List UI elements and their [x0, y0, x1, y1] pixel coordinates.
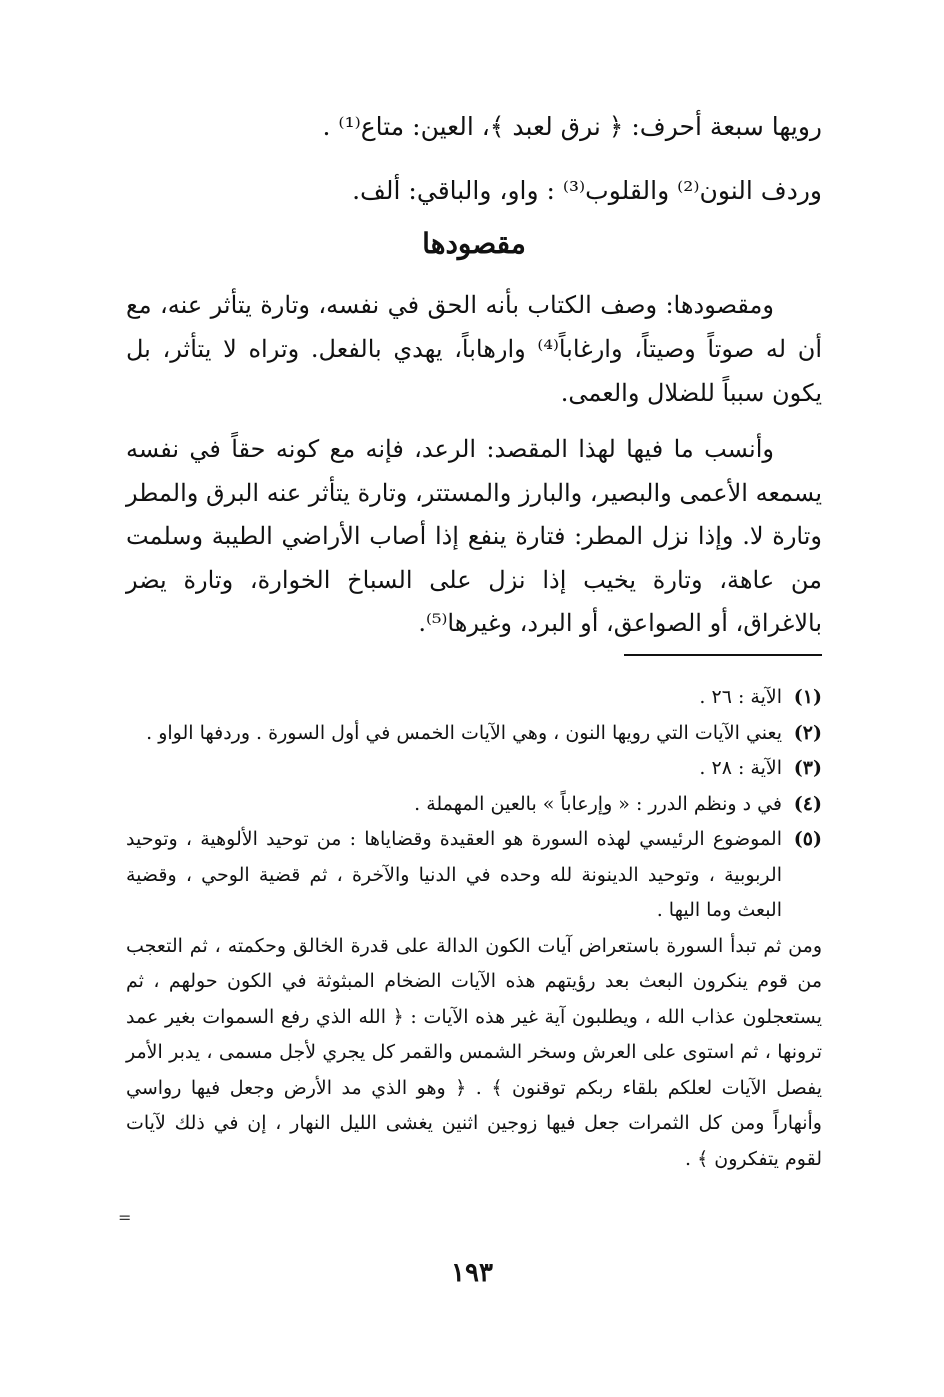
margin-mark: = [118, 1208, 132, 1227]
footnote-text: الموضوع الرئيسي لهذه السورة هو العقيدة وقضاياها : من توحيد الألوهية ، وتوحيد الربوبية ، وتوحيد الدينونة لله وحده في الدنيا والآخرة ، ثم قضية الوحي ، وقضية البعث وما اليها . [126, 828, 782, 921]
footnote-4 [126, 787, 822, 823]
footnote-2 [126, 716, 822, 752]
intro-line-2: وردف النون⁽²⁾ والقلوب⁽³⁾ : واو، والباقي: ألف. [352, 176, 822, 205]
paragraph-2-text: وأنسب ما فيها لهذا المقصد: الرعد، فإنه مع كونه حقاً في نفسه يسمعه الأعمى والبصير، والبارز والمستتر، وتارة يتأثر عنه البرق والمطر وتارة لا. وإذا نزل المطر: فتارة ينفع إذا أصاب الأراضي الطيبة وسلمت من عاهة، وتارة يخيب إذا نزل على السباخ الخوارة، وتارة يضر بالاغراق، أو الصواعق، أو البرد، وغيرها⁽⁵⁾. [126, 435, 822, 637]
footnote-text: الآية : ٢٦ . [699, 686, 782, 708]
paragraph-2 [126, 428, 822, 646]
footnotes [126, 680, 822, 1177]
footnote-text: الآية : ٢٨ . [699, 757, 782, 779]
footnote-number: (٥) [793, 828, 822, 850]
section-heading: مقصودها [422, 227, 526, 260]
paragraph-1-text: ومقصودها: وصف الكتاب بأنه الحق في نفسه، وتارة يتأثر عنه، مع أن له صوتاً وصيتاً، وارغاباً⁽⁴⁾ وارهاباً، يهدي بالفعل. وتراه لا يتأثر، بل يكون سبباً للضلال والعمى. [126, 291, 822, 407]
footnote-3 [126, 751, 822, 787]
footnote-separator [624, 654, 822, 656]
footnote-1 [126, 680, 822, 716]
footnote-number: (١) [793, 686, 822, 708]
paragraph-1 [126, 283, 822, 415]
intro-block [126, 95, 822, 223]
footnote-number: (٢) [793, 721, 822, 744]
footnote-text: يعني الآيات التي رويها النون ، وهي الآيات الخمس في أول السورة . وردفها الواو . [146, 721, 782, 744]
footnote-5 [126, 822, 822, 929]
footnote-5-continuation: ومن ثم تبدأ السورة باستعراض آيات الكون الدالة على قدرة الخالق وحكمته ، ثم التعجب من قوم ينكرون البعث بعد رؤيتهم هذه الآيات الضخام المبثوثة في الكون حولهم ، ثم يستعجلون عذاب الله ، ويطلبون آية غير هذه الآيات : ﴿ الله الذي رفع السموات بغير عمد ترونها ، ثم استوى على العرش وسخر الشمس والقمر كل يجري لأجل مسمى ، يدبر الأمر يفصل الآيات لعلكم بلقاء ربكم توقنون ﴾ . ﴿ وهو الذي مد الأرض وجعل فيها رواسي وأنهاراً ومن كل الثمرات جعل فيها زوجين اثنين يغشى الليل النهار ، إن في ذلك لآيات لقوم يتفكرون ﴾ . [126, 934, 822, 1170]
footnote-text: في د ونظم الدرر : « وإرعاباً » بالعين المهملة . [414, 792, 782, 815]
footnote-number: (٣) [793, 757, 822, 779]
intro-line-1: رويها سبعة أحرف: ﴿ نرق لعبد ﴾، العين: متاع⁽¹⁾ . [322, 112, 822, 141]
page-number: ١٩٣ [451, 1258, 493, 1288]
footnote-number: (٤) [793, 792, 822, 815]
